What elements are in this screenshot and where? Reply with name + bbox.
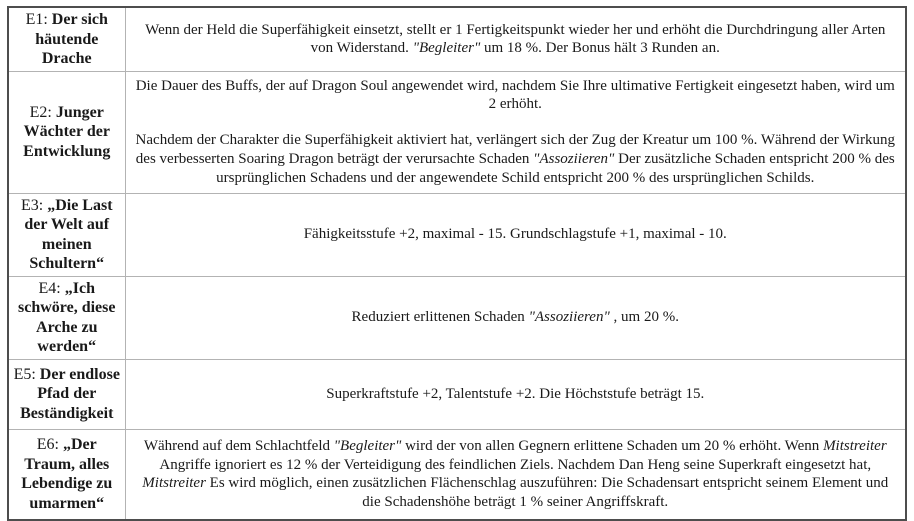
text-segment: Reduziert erlittenen Schaden bbox=[351, 309, 529, 326]
description-paragraph bbox=[134, 225, 898, 244]
description-paragraph bbox=[134, 21, 898, 59]
eidolon-description-cell bbox=[125, 7, 906, 71]
table-row-e5 bbox=[8, 359, 906, 429]
table-row-e4 bbox=[8, 276, 906, 359]
eidolon-label-cell bbox=[8, 193, 125, 276]
text-segment: E4: bbox=[38, 279, 65, 297]
description-paragraph bbox=[134, 131, 898, 187]
text-segment: „Die Last der Welt auf meinen Schultern“ bbox=[24, 196, 113, 273]
text-segment: um 18 %. Der Bonus hält 3 Runden an. bbox=[480, 40, 720, 57]
eidolon-description-cell bbox=[125, 71, 906, 193]
table-row-e3 bbox=[8, 193, 906, 276]
text-segment: wird der von allen Gegnern erlittene Schaden um 20 % erhöht. Wenn bbox=[401, 437, 824, 454]
eidolon-table bbox=[7, 6, 907, 521]
text-segment: „Der Traum, alles Lebendige zu umarmen“ bbox=[21, 436, 113, 512]
text-segment: Mitstreiter bbox=[823, 437, 887, 454]
text-segment: E5: bbox=[13, 365, 40, 383]
text-segment: Angriffe ignoriert es 12 % der Verteidigung des feindlichen Ziels. Nachdem Dan Heng seine Superkraft eingesetzt hat, bbox=[159, 456, 872, 473]
text-segment: Während auf dem Schlachtfeld bbox=[143, 437, 334, 454]
text-segment: "Begleiter" bbox=[412, 40, 481, 57]
eidolon-label-cell bbox=[8, 71, 125, 193]
text-segment: Superkraftstufe +2, Talentstufe +2. Die Höchststufe beträgt 15. bbox=[326, 385, 705, 402]
eidolon-description-cell bbox=[125, 193, 906, 276]
text-segment: Der zusätzliche Schaden entspricht 200 % des ursprünglichen Schadens und der angewendete Schild entspricht 200 % des ursprünglichen Schilds. bbox=[216, 150, 895, 186]
text-segment: , um 20 %. bbox=[609, 309, 679, 326]
description-paragraph bbox=[134, 385, 898, 404]
eidolon-description-cell bbox=[125, 429, 906, 520]
text-segment: Fähigkeitsstufe +2, maximal - 15. Grundschlagstufe +1, maximal - 10. bbox=[303, 226, 727, 243]
eidolon-label-cell bbox=[8, 7, 125, 71]
table-row-e2 bbox=[8, 71, 906, 193]
description-paragraph bbox=[134, 308, 898, 327]
text-segment: Wenn der Held die Superfähigkeit einsetzt, stellt er 1 Fertigkeitspunkt wieder her und erhöht die Durchdringung aller Arten von Widerstand. bbox=[145, 21, 886, 57]
text-segment: Mitstreiter bbox=[142, 475, 206, 492]
eidolon-label-cell bbox=[8, 429, 125, 520]
text-segment: "Assoziieren" bbox=[528, 309, 610, 326]
eidolon-label-cell bbox=[8, 276, 125, 359]
text-segment: Nachdem der Charakter die Superfähigkeit aktiviert hat, verlängert sich der Zug der Kreatur um 100 %. Während der Wirkung des verbesserten Soaring Dragon beträgt der verursachte Schaden bbox=[135, 132, 895, 167]
eidolon-description-cell bbox=[125, 359, 906, 429]
text-segment: Junger Wächter der Entwicklung bbox=[23, 103, 111, 160]
text-segment: E1: bbox=[25, 11, 52, 28]
text-segment: E2: bbox=[29, 103, 56, 121]
description-paragraph bbox=[134, 437, 898, 512]
table-row-e6 bbox=[8, 429, 906, 520]
eidolon-description-cell bbox=[125, 276, 906, 359]
text-segment: Der sich häutende Drache bbox=[35, 11, 108, 68]
text-segment: Der endlose Pfad der Beständigkeit bbox=[20, 365, 120, 422]
description-paragraph bbox=[134, 77, 898, 115]
table-row-e1 bbox=[8, 7, 906, 71]
text-segment: "Assoziieren" bbox=[533, 150, 615, 167]
eidolon-table-body bbox=[8, 7, 906, 520]
text-segment: Die Dauer des Buffs, der auf Dragon Soul angewendet wird, nachdem Sie Ihre ultimative Fertigkeit eingesetzt haben, wird um 2 erhöht. bbox=[135, 77, 895, 113]
text-segment: E3: bbox=[20, 196, 48, 214]
text-segment: „Ich schwöre, diese Arche zu werden“ bbox=[18, 279, 116, 356]
eidolon-label-cell bbox=[8, 359, 125, 429]
text-segment: E6: bbox=[36, 436, 63, 454]
text-segment: "Begleiter" bbox=[333, 437, 402, 454]
text-segment: Es wird möglich, einen zusätzlichen Flächenschlag auszuführen: Die Schadensart entspricht seinem Element und die Schadenshöhe beträgt 1 % seiner Angriffskraft. bbox=[205, 475, 889, 511]
